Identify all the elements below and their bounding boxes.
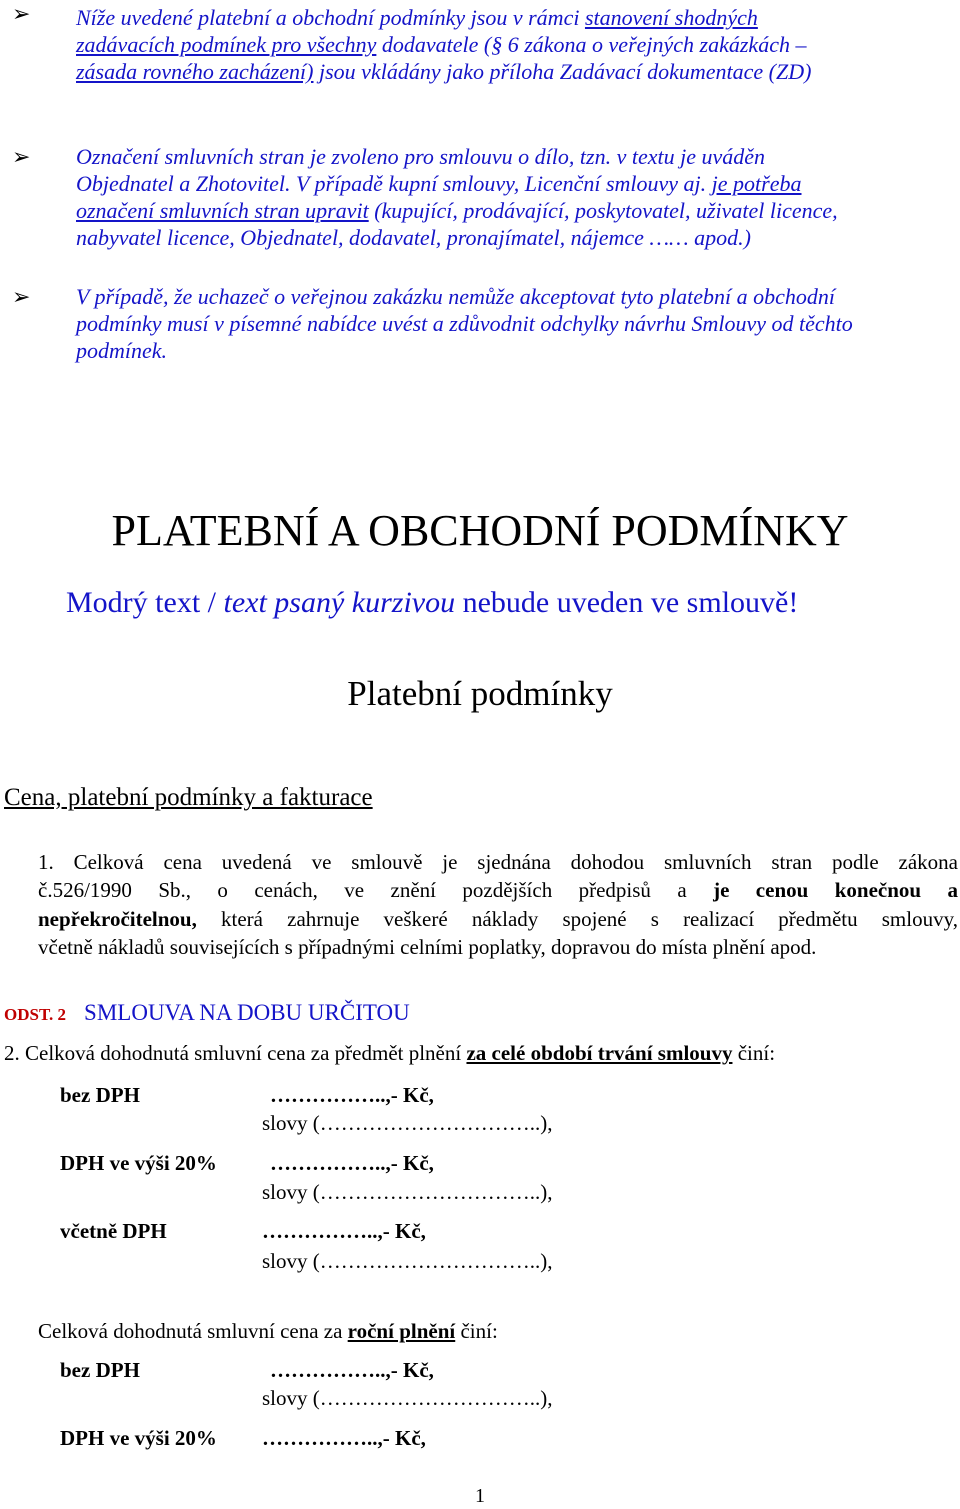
intro-p1-text: dodavatele (§ 6 zákona o veřejných zakázkách – bbox=[376, 32, 807, 57]
intro-p1-text: Níže uvedené platební a obchodní podmínky jsou v rámci bbox=[76, 5, 585, 30]
clause2-text: 2. Celková dohodnutá smluvní cena za předmět plnění bbox=[4, 1041, 467, 1065]
clause1-line4: včetně nákladů souvisejících s případnými celními poplatky, dopravou do místa plnění apod. bbox=[38, 935, 817, 959]
intro-p1-underlined: zadávacích podmínek pro všechny bbox=[76, 32, 377, 57]
arrow-bullet-icon: ➢ bbox=[12, 144, 31, 169]
clause2-text: činí: bbox=[732, 1041, 776, 1065]
clause1-law: č.526/1990 Sb. bbox=[38, 878, 186, 902]
odst-title: SMLOUVA NA DOBU URČITOU bbox=[84, 1000, 410, 1025]
intro-p2-underlined: je potřeba bbox=[711, 171, 802, 196]
clause1-line3 bbox=[38, 906, 958, 933]
intro-p3-line3: podmínek. bbox=[76, 338, 168, 363]
intro-p2-text: (kupující, prodávající, poskytovatel, uživatel licence, bbox=[368, 198, 838, 223]
intro-p1-line2 bbox=[76, 31, 806, 58]
blue-note bbox=[66, 586, 798, 620]
page-number: 1 bbox=[475, 1485, 485, 1507]
price-label-dph: DPH ve výši 20% bbox=[60, 1151, 217, 1175]
blue-note-text: nebude uveden ve smlouvě! bbox=[455, 586, 799, 619]
blue-note-text: Modrý text / bbox=[66, 586, 224, 619]
clause1-line2 bbox=[38, 877, 958, 904]
annual-line bbox=[38, 1318, 498, 1345]
intro-p1-text: jsou vkládány jako příloha Zadávací dokumentace (ZD) bbox=[313, 59, 812, 84]
price-label-vcetne-dph: včetně DPH bbox=[60, 1219, 167, 1243]
price-value-dph[interactable]: ……………..,- Kč, bbox=[270, 1151, 434, 1175]
clause2-line bbox=[4, 1040, 775, 1067]
annual-price-value-bez-dph[interactable]: ……………..,- Kč, bbox=[270, 1358, 434, 1382]
annual-price-label-bez-dph: bez DPH bbox=[60, 1358, 140, 1382]
intro-p3-line1: V případě, že uchazeč o veřejnou zakázku nemůže akceptovat tyto platební a obchodní bbox=[76, 284, 836, 309]
odst-heading bbox=[4, 1000, 410, 1026]
clause2-period: za celé období trvání smlouvy bbox=[466, 1041, 733, 1065]
clause1-line1: 1. Celková cena uvedená ve smlouvě je sjednána dohodou smluvních stran podle zákona bbox=[38, 850, 958, 874]
intro-p2-line4: nabyvatel licence, Objednatel, dodavatel, pronajímatel, nájemce …… apod.) bbox=[76, 225, 751, 250]
price-words-bez-dph[interactable]: slovy (…………………………..), bbox=[262, 1111, 553, 1135]
intro-p2-text: Objednatel a Zhotovitel. V případě kupní smlouvy, Licenční smlouvy aj. bbox=[76, 171, 712, 196]
intro-p2-line3 bbox=[76, 197, 838, 224]
clause1-bold: je cenou konečnou a bbox=[713, 878, 958, 902]
intro-p1-line1 bbox=[76, 4, 758, 31]
intro-p1-underlined: zásada rovného zacházení) bbox=[76, 59, 314, 84]
arrow-bullet-icon: ➢ bbox=[12, 284, 31, 309]
blue-note-italic: text psaný kurzivou bbox=[223, 586, 456, 619]
annual-period: roční plnění bbox=[347, 1319, 456, 1343]
intro-p2-line1: Označení smluvních stran je zvoleno pro smlouvu o dílo, tzn. v textu je uváděn bbox=[76, 144, 766, 169]
price-value-bez-dph[interactable]: ……………..,- Kč, bbox=[270, 1083, 434, 1107]
odst-label: ODST. 2 bbox=[4, 1005, 67, 1024]
annual-price-value-dph[interactable]: ……………..,- Kč, bbox=[262, 1426, 426, 1450]
clause1-bold: nepřekročitelnou, bbox=[38, 907, 197, 931]
main-title: PLATEBNÍ A OBCHODNÍ PODMÍNKY bbox=[111, 506, 849, 555]
price-words-dph[interactable]: slovy (…………………………..), bbox=[262, 1180, 553, 1204]
section-heading: Cena, platební podmínky a fakturace bbox=[4, 784, 373, 811]
annual-price-words-bez-dph[interactable]: slovy (…………………………..), bbox=[262, 1386, 553, 1410]
intro-p1-underlined: stanovení shodných bbox=[584, 5, 758, 30]
intro-p3-line2: podmínky musí v písemné nabídce uvést a zdůvodnit odchylky návrhu Smlouvy od těchto bbox=[76, 311, 853, 336]
price-value-vcetne-dph[interactable]: ……………..,- Kč, bbox=[262, 1219, 426, 1243]
subtitle: Platební podmínky bbox=[347, 674, 613, 713]
clause1-text: která zahrnuje veškeré náklady spojené s realizací předmětu smlouvy, bbox=[196, 907, 958, 931]
annual-text: činí: bbox=[455, 1319, 498, 1343]
price-label-bez-dph: bez DPH bbox=[60, 1083, 140, 1107]
annual-text: Celková dohodnutá smluvní cena za bbox=[38, 1319, 348, 1343]
intro-p2-line2 bbox=[76, 170, 802, 197]
annual-price-label-dph: DPH ve výši 20% bbox=[60, 1426, 217, 1450]
arrow-bullet-icon: ➢ bbox=[12, 1, 31, 26]
price-words-vcetne-dph[interactable]: slovy (…………………………..), bbox=[262, 1249, 553, 1273]
intro-p1-line3 bbox=[76, 58, 811, 85]
intro-p2-underlined: označení smluvních stran upravit bbox=[76, 198, 369, 223]
clause1-text: , o cenách, ve znění pozdějších předpisů a bbox=[185, 878, 714, 902]
